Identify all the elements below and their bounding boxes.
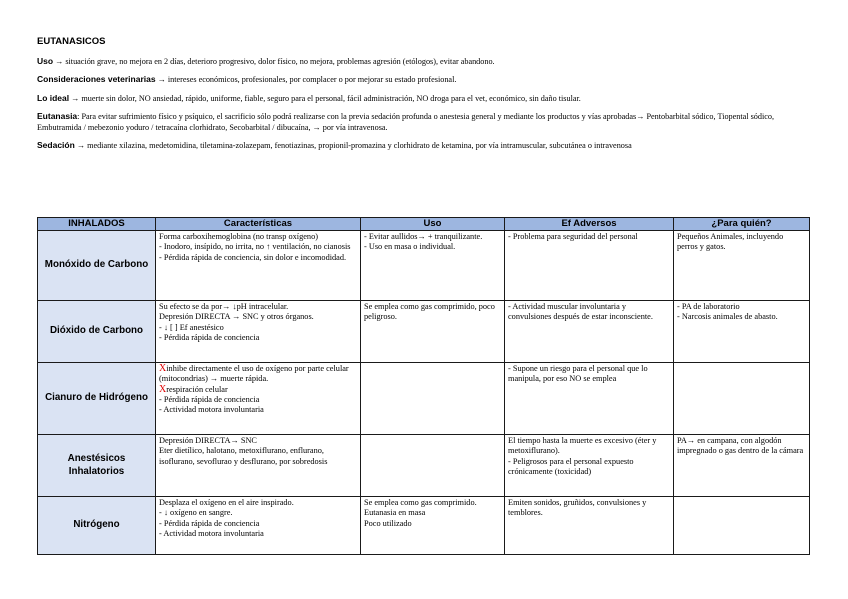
row-name: Monóxido de Carbono: [38, 231, 156, 301]
sedacion-label: Sedación: [37, 140, 75, 150]
consideraciones-paragraph: [37, 74, 797, 86]
cell-line-text: inhibe directamente el uso de oxígeno por parte celular (mitocondrias) → muerte rápida.: [159, 364, 349, 384]
page-title: EUTANASICOS: [37, 36, 106, 47]
sedacion-text: → mediante xilazina, medetomidina, tiletamina-zolazepam, fenotiazinas, propionil-promazina y clorhidrato de ketamina, por vía intramuscular, subcutánea o intravenosa: [76, 141, 632, 150]
cell-para-quien: [674, 497, 810, 555]
header-caracteristicas: Características: [156, 218, 361, 231]
cell-line: - Evitar aullidos→ + tranquilizante.: [364, 232, 483, 241]
cell-para-quien: [674, 231, 810, 301]
cell-line: - Problema para seguridad del personal: [508, 232, 638, 241]
cell-adversos: [505, 231, 674, 301]
cell-para-quien: [674, 435, 810, 497]
ideal-paragraph: [37, 93, 797, 105]
cell-line: Poco utilizado: [364, 518, 412, 528]
intro-section: [37, 37, 797, 159]
ideal-label: Lo ideal: [37, 92, 70, 103]
cell-line: PA→ en campana, con algodón impregnado o gas dentro de la cámara: [677, 436, 804, 456]
cell-line: El tiempo hasta la muerte es excesivo (éter y metoxiflurano).: [508, 436, 657, 456]
cell-caracteristicas: [156, 231, 361, 301]
cell-line: Depresión DIRECTA → SNC y otros órganos.: [159, 312, 314, 322]
cell-line: - PA de laboratorio: [677, 302, 740, 311]
ideal-text: → muerte sin dolor, NO ansiedad, rápido, uniforme, fiable, seguro para el personal, fácil administración, NO droga para el vet, económico, sin daño tisular.: [71, 93, 581, 103]
table-row: [38, 301, 810, 363]
cell-line: [159, 364, 357, 385]
cell-adversos: [505, 497, 674, 555]
cell-uso: [361, 301, 505, 363]
red-x-mark: X: [159, 383, 167, 395]
cell-line: - Pérdida rápida de conciencia: [159, 394, 260, 404]
cell-line: - Uso en masa o individual.: [364, 242, 456, 252]
cell-line: Forma carboxihemoglobina (no transp oxígeno): [159, 232, 318, 241]
cell-line: - Actividad motora involuntaria: [159, 405, 264, 415]
row-name: Cianuro de Hidrógeno: [38, 363, 156, 435]
consideraciones-label: Consideraciones veterinarias: [37, 74, 156, 84]
cell-line: Pequeños Animales, incluyendo perros y gatos.: [677, 232, 784, 252]
cell-adversos: [505, 301, 674, 363]
row-name: Nitrógeno: [38, 497, 156, 555]
cell-line: - Pérdida rápida de conciencia: [159, 518, 260, 528]
cell-line: - Pérdida rápida de conciencia, sin dolor e incomodidad.: [159, 252, 347, 262]
eutanasia-paragraph: [37, 111, 797, 133]
cell-uso: [361, 435, 505, 497]
sedacion-paragraph: [37, 140, 797, 152]
cell-line: Se emplea como gas comprimido.: [364, 498, 477, 507]
consideraciones-text: → intereses económicos, profesionales, por complacer o por mejorar su estado profesional.: [157, 75, 457, 84]
cell-caracteristicas: [156, 301, 361, 363]
table-row: [38, 363, 810, 435]
cell-adversos: [505, 435, 674, 497]
cell-line: Desplaza el oxígeno en el aire inspirado.: [159, 498, 294, 507]
cell-line: Eutanasia en masa: [364, 508, 426, 518]
cell-para-quien: [674, 301, 810, 363]
cell-uso: [361, 231, 505, 301]
eutanasia-text: : Para evitar sufrimiento físico y psíquico, el sacrificio sólo podrá realizarse con la previa sedación profunda o anestesia general y mediante los productos y vías aprobadas→ Pentobarbital sódico, Tiopental sódico, Embutramida / mebezonio yoduro / tetracaína clorhidrato, Secobarbital / dibucaína, → por vía intravenosa.: [37, 112, 775, 132]
header-inhalados: INHALADOS: [38, 218, 156, 231]
cell-line-text: respiración celular: [166, 384, 228, 394]
uso-paragraph: [37, 56, 797, 68]
cell-uso: [361, 497, 505, 555]
cell-line: Se emplea como gas comprimido, poco peligroso.: [364, 302, 495, 322]
cell-line: - Peligrosos para el personal expuesto crónicamente (toxicidad): [508, 456, 634, 476]
cell-line: - ↓ oxígeno en sangre.: [159, 508, 233, 518]
cell-line: - Supone un riesgo para el personal que lo manipula, por eso NO se emplea: [508, 364, 648, 384]
table-row: [38, 497, 810, 555]
eutanasia-label: Eutanasia: [37, 111, 78, 121]
table-row: [38, 435, 810, 497]
uso-label: Uso: [37, 55, 54, 66]
cell-line: - Pérdida rápida de conciencia: [159, 332, 260, 342]
cell-caracteristicas: [156, 363, 361, 435]
cell-line: Emiten sonidos, gruñidos, convulsiones y temblores.: [508, 498, 647, 518]
table-header-row: [38, 218, 810, 231]
cell-line: - ↓ [ ] Ef anestésico: [159, 322, 224, 332]
cell-line: - Actividad muscular involuntaria y convulsiones después de estar inconsciente.: [508, 302, 653, 322]
cell-line: Su efecto se da por→ ↓pH intracelular.: [159, 302, 289, 311]
row-name: Anestésicos Inhalatorios: [38, 435, 156, 497]
cell-line: - Inodoro, insípido, no irrita, no ↑ ventilación, no cianosis: [159, 242, 351, 252]
cell-line: - Actividad motora involuntaria: [159, 528, 264, 538]
cell-line: Depresión DIRECTA→ SNC: [159, 436, 257, 445]
row-name: Dióxido de Carbono: [38, 301, 156, 363]
cell-adversos: [505, 363, 674, 435]
cell-para-quien: [674, 363, 810, 435]
cell-line: Eter dietílico, halotano, metoxiflurano, enflurano, isoflurano, sevoflurao y desflurano, por sobredosis: [159, 446, 328, 466]
cell-uso: [361, 363, 505, 435]
table-row: [38, 231, 810, 301]
header-uso: Uso: [361, 218, 505, 231]
header-para-quien: ¿Para quién?: [674, 218, 810, 231]
cell-caracteristicas: [156, 497, 361, 555]
header-ef-adversos: Ef Adversos: [505, 218, 674, 231]
red-x-mark: X: [159, 363, 167, 374]
cell-line: - Narcosis animales de abasto.: [677, 312, 778, 322]
uso-text: → situación grave, no mejora en 2 días, deterioro progresivo, dolor físico, no mejora, problemas agresión (etólogos), evitar abandono.: [55, 56, 495, 66]
cell-caracteristicas: [156, 435, 361, 497]
cell-line: [159, 385, 357, 395]
inhalados-table: [37, 217, 810, 555]
